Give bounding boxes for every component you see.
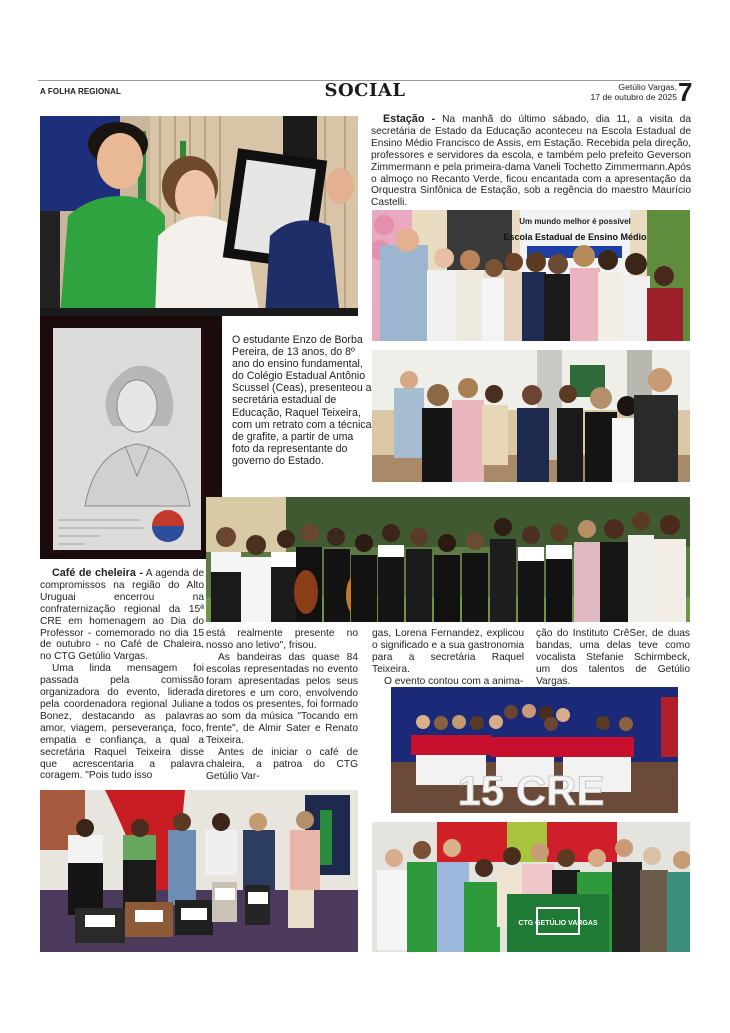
dateline-city: Getúlio Vargas, — [618, 82, 677, 92]
article-cafe-p1: A agenda de compromissos na região do Alto Uruguai encerrou na confraternização regional da 15ª CRE em homenagem ao Dia do Professor - comemorado no dia 15 de outubro - no Café de Chaleira, no CTG Getúlio Vargas. — [40, 568, 204, 663]
cre-letters: 15 CRE — [457, 767, 605, 813]
article-cafe-p7: O evento contou com a anima- — [384, 675, 524, 687]
photo-cre-event — [391, 687, 678, 813]
article-cafe-lead: Café de cheleira - — [52, 567, 143, 579]
article-cafe-p2: Uma linda mensagem foi passada pela comissão organizadora do evento, liderada pela coordenadora regional Juliane Bonez, destacando as palavras amor, viagem, perseverança, foco, empatia e confiança, a qual a secretária Raquel Teixeira disse que acrescentaria a palavra coragem. "Pois tudo isso — [40, 663, 204, 782]
section-title: SOCIAL — [324, 80, 406, 101]
photo-sketch — [40, 316, 222, 559]
caption-retrato: O estudante Enzo de Borba Pereira, de 13 anos, do 8º ano do ensino fundamental, do Colégio Estadual Antônio Scussel (Ceas), presenteou a secretária estadual de Educação, Raquel Teixeira, com um retrato com a técnica de grafite, a partir de uma foto da representante do governo do Estado. — [232, 334, 372, 467]
article-cafe-p5: Antes de iniciar o café de chaleira, a patroa do CTG Getúlio Var- — [206, 747, 358, 782]
article-cafe-p3: está realmente presente no nosso ano letivo", frisou. — [206, 628, 358, 651]
article-cafe-p6: gas, Lorena Fernandez, explicou o significado e a sua gastronomia para a secretária Raquel Teixeira. — [372, 628, 524, 675]
article-cafe-col2 — [206, 628, 358, 783]
page-number: 7 — [678, 77, 693, 107]
photo-ctg-group — [372, 822, 690, 952]
dateline-date: 17 de outubro de 2025 — [590, 92, 677, 102]
article-cafe-col4 — [536, 628, 690, 688]
article-estacao-body: Na manhã do último sábado, dia 11, a visita da secretária de Estado da Educação aconteceu na Escola Estadual de Ensino Médio Francisco de Assis, em Estação. Recebida pela direção, professores e servidores da escola, e também pelo prefeito Geverson Zimmermann e pela primeira-dama Vaneli Tochetto Zimmermann.Após o almoço no Recanto Verde, ficou encantada com a apresentação da Orquestra Sinfônica de Estação, sob a regência do maestro Maurício Castelli. — [371, 114, 691, 209]
photo-meeting-room — [372, 350, 690, 482]
publication-name: A FOLHA REGIONAL — [40, 87, 122, 96]
article-cafe-p8: ção do Instituto CrêSer, de duas bandas, uma delas teve como vocalista Stefanie Schirmbeck, um dos talentos de Getúlio Vargas. — [536, 628, 690, 687]
photo-suitcases — [40, 790, 358, 952]
article-cafe-col3 — [372, 628, 524, 688]
article-estacao — [371, 114, 691, 209]
photo-student-portrait — [40, 116, 358, 316]
article-estacao-lead: Estação - — [383, 113, 436, 125]
article-cafe-p4: As bandeiras das quase 84 escolas representadas no evento foram apresentadas pelos seus diretores e um coro, envolvendo a todos os presentes, foi formado ao som da música "Tocando em frente", de Almir Sater e Renato Teixeira. — [206, 651, 358, 747]
banner-line2: Escola Estadual de Ensino Médio — [503, 232, 647, 242]
photo-school-group — [372, 210, 690, 341]
banner-line1: Um mundo melhor é possível — [519, 217, 631, 226]
photo-orchestra — [206, 497, 690, 622]
ctg-flag-text: CTG GETÚLIO VARGAS — [518, 920, 598, 927]
article-cafe-col1 — [40, 568, 204, 782]
dateline — [560, 82, 677, 102]
